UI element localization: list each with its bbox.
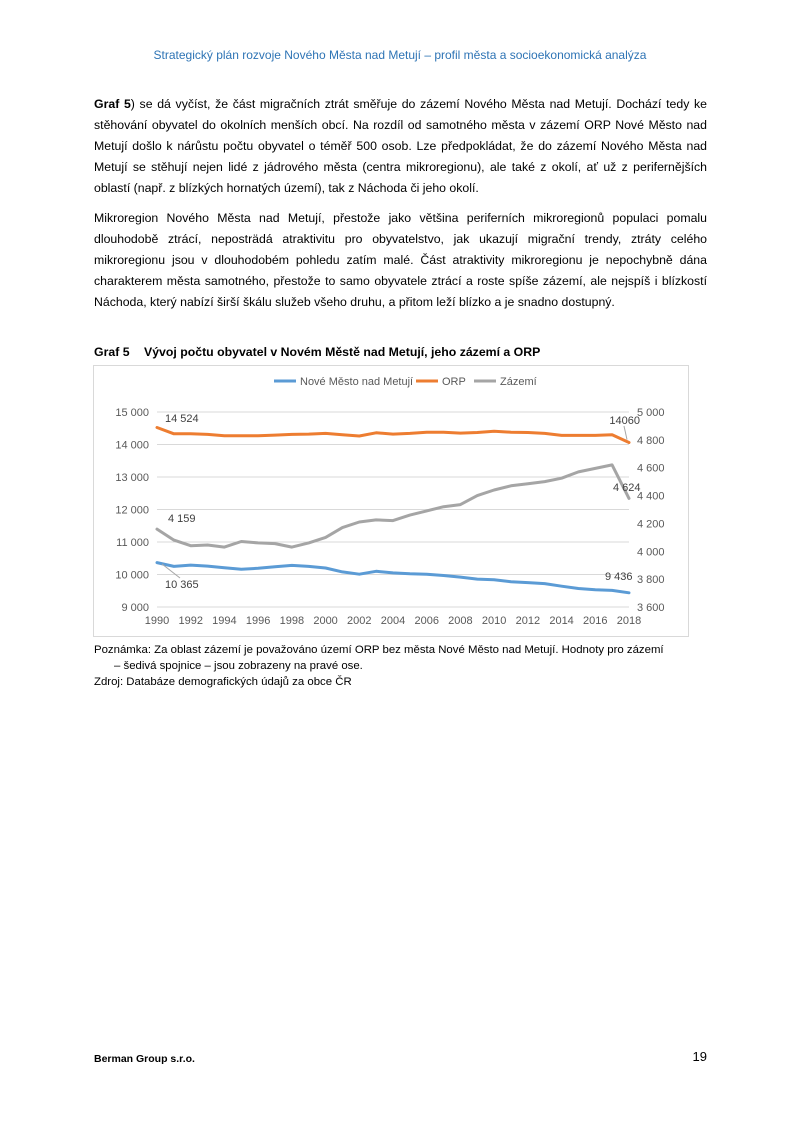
population-chart [93,365,689,637]
series-line-1 [157,563,629,593]
y-right-tick-label: 3 800 [637,574,665,587]
x-tick-label: 2010 [481,615,507,627]
legend-label-2: ORP [442,376,466,388]
data-label-orp-end: 14060 [609,415,640,427]
y-right-tick-label: 4 600 [637,462,665,475]
footer-company: Berman Group s.r.o. [94,1053,195,1065]
x-tick-label: 2018 [616,615,642,627]
figure-caption [94,345,540,359]
y-right-tick-label: 4 400 [637,490,665,503]
data-label-zazemi-start: 4 159 [168,513,196,525]
figure-number: Graf 5 [94,345,130,359]
figure-note [94,642,712,674]
figure-title: Vývoj počtu obyvatel v Novém Městě nad Metují, jeho zázemí a ORP [144,345,541,359]
y-left-tick-label: 14 000 [115,439,149,452]
x-tick-label: 1992 [178,615,203,627]
note-line-2: – šedivá spojnice – jsou zobrazeny na pravé ose. [114,660,363,672]
chart-svg [94,366,688,636]
data-label-zazemi-end: 4 624 [613,482,641,494]
y-right-tick-label: 4 800 [637,434,665,447]
x-tick-label: 2004 [380,615,406,627]
x-tick-label: 1998 [279,615,305,627]
legend-label-1: Nové Město nad Metují [300,376,414,388]
page-header: Strategický plán rozvoje Nového Města nad Metují – profil města a socioekonomická analýza [153,48,647,62]
y-right-tick-label: 5 000 [637,407,665,419]
page-number: 19 [692,1049,707,1064]
y-left-tick-label: 13 000 [115,472,149,484]
figure-source: Zdroj: Databáze demografických údajů za obce ČR [94,676,352,688]
paragraph-2-text: Mikroregion Nového Města nad Metují, přestože jako většina periferních mikroregionů populaci pomalu dlouhodobě ztrácí, neposträdá atraktivitu pro obyvatelstvo, jak ukazují migrační trendy, ztráty celého mikroregionu jsou v dlouhodobém pohledu zatím malé. Část atraktivity mikroregionu je nepochybně dána charakterem města samotného, přestože to samo obyvatele ztrácí a roste spíše zázemí, ale nejspíš i blízkostí Náchoda, který nabízí širší škálu služeb všeho druhu, a přitom leží blízko a je snadno dostupný. [94,211,707,309]
x-tick-label: 2000 [313,615,338,627]
paragraph-1-text: ) se dá vyčíst, že část migračních ztrát směřuje do zázemí Nového Města nad Metují. Dochází tedy ke stěhování obyvatel do okolních menších obcí. Na rozdíl od samotného města v zázemí ORP Nové Město nad Metují došlo k nárůstu počtu obyvatel o téměř 500 osob. Lze předpokládat, že do zázemí Nového Města nad Metují se stěhují nejen lidé z jádrového města (centra mikroregionu), ale také z okolí, ať už z perifernějších oblastí (např. z blízkých hornatých území), tak z Náchoda či jeho okolí. [94,97,707,195]
paragraph-1 [94,94,707,199]
x-tick-label: 2008 [448,615,473,627]
note-line-1: Poznámka: Za oblast zázemí je považováno území ORP bez města Nové Město nad Metují. Hodnoty pro zázemí [94,644,664,656]
legend-label-3: Zázemí [500,376,537,388]
series-line-2 [157,428,629,443]
x-tick-label: 2006 [414,615,439,627]
x-tick-label: 1990 [144,615,170,627]
y-right-tick-label: 4 000 [637,546,665,559]
y-left-tick-label: 15 000 [115,407,149,419]
y-right-tick-label: 4 200 [637,518,665,531]
data-label-nmm-start: 10 365 [165,579,199,591]
x-tick-label: 2012 [515,615,541,627]
x-tick-label: 1996 [245,615,271,627]
data-label-nmm-end: 9 436 [605,571,633,583]
y-right-tick-label: 3 600 [637,602,665,614]
x-tick-label: 1994 [212,615,237,627]
paragraph-2 [94,208,707,313]
x-tick-label: 2002 [347,615,372,627]
x-tick-label: 2016 [583,615,608,627]
graph-reference: Graf 5 [94,97,131,111]
y-left-tick-label: 10 000 [115,569,149,582]
y-left-tick-label: 9 000 [121,602,149,614]
y-left-tick-label: 12 000 [115,504,149,517]
x-tick-label: 2014 [549,615,574,627]
y-left-tick-label: 11 000 [116,537,149,549]
leader-line [624,426,627,440]
data-label-orp-start: 14 524 [165,413,199,425]
